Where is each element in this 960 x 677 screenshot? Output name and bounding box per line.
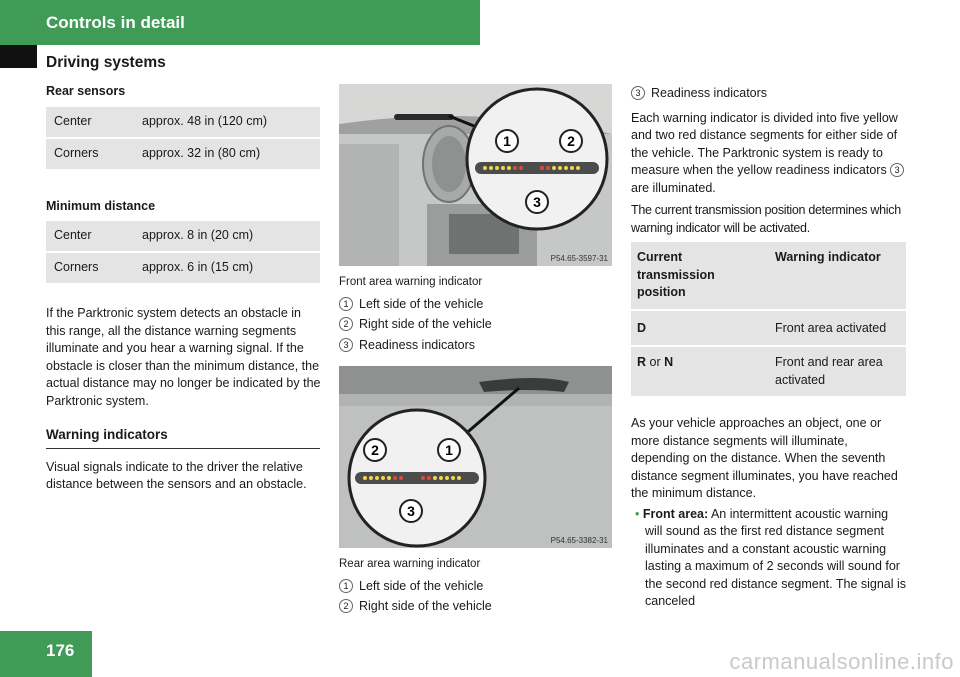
svg-text:3: 3 <box>533 194 541 210</box>
list-item-text: Readiness indicators <box>359 337 476 352</box>
front-caption-block <box>339 274 615 354</box>
rear-indicator-photo <box>339 366 612 548</box>
callout-number: 3 <box>631 86 645 100</box>
table-cell: D <box>631 311 769 346</box>
segments-paragraph <box>631 110 908 198</box>
section-header-bar <box>0 0 480 45</box>
paragraph-text: are illuminated. <box>631 180 716 195</box>
subsection-title: Driving systems <box>46 54 166 71</box>
table-cell: Center <box>46 107 134 137</box>
conjunction: or <box>646 355 665 369</box>
list-item <box>339 578 615 596</box>
photo-code: P54.65-3382-31 <box>550 536 608 545</box>
callout-number: 2 <box>339 599 353 613</box>
table-row <box>46 253 320 283</box>
bullet-text: An intermittent acoustic warning will sound as the first red distance segment illuminates and a constant acoustic warning lasting a maximum of 2 seconds will sound for the second red distance segment. The signal is canceled <box>645 506 907 608</box>
svg-text:2: 2 <box>371 442 379 458</box>
rear-caption-block <box>339 556 615 616</box>
svg-text:1: 1 <box>503 133 511 149</box>
paragraph-text: Each warning indicator is divided into five yellow and two red distance segments for either side of the vehicle. The Parktronic system is ready to measure when the yellow readiness indicators <box>631 110 898 177</box>
left-column <box>46 83 322 494</box>
table-cell: Center <box>46 221 134 251</box>
table-cell: Corners <box>46 253 134 283</box>
svg-text:1: 1 <box>445 442 453 458</box>
list-item-text: Left side of the vehicle <box>359 578 484 593</box>
front-indicator-illustration <box>339 84 612 266</box>
list-item-text: Right side of the vehicle <box>359 599 492 613</box>
table-cell: approx. 32 in (80 cm) <box>134 139 320 169</box>
photo-code: P54.65-3597-31 <box>550 254 608 263</box>
table-cell: Corners <box>46 139 134 169</box>
rear-indicator-illustration <box>339 366 612 548</box>
right-column <box>631 85 908 611</box>
transmission-paragraph: The current transmission position determines which warning indicator will be activated. <box>631 203 901 235</box>
table-header-cell: Current transmission position <box>631 242 769 309</box>
callout-number: 3 <box>339 338 353 352</box>
section-marker <box>0 45 37 68</box>
list-item <box>339 337 615 355</box>
warning-indicators-heading: Warning indicators <box>46 426 320 449</box>
table-row <box>46 139 320 169</box>
svg-text:2: 2 <box>567 133 575 149</box>
list-item <box>631 85 908 103</box>
detection-paragraph: If the Parktronic system detects an obstacle in this range, all the distance warning segments illuminate and you hear a warning signal. If the obstacle is closer than the minimum distance, the actual distance may no longer be indicated by the Parktronic system. <box>46 306 321 408</box>
callout-number: 1 <box>339 579 353 593</box>
list-item-text: Readiness indicators <box>651 86 768 100</box>
callout-number: 2 <box>339 317 353 331</box>
transmission-table <box>631 240 906 398</box>
list-item-text: Left side of the vehicle <box>359 296 484 311</box>
rear-sensors-heading: Rear sensors <box>46 84 126 98</box>
rear-sensors-table <box>46 105 320 171</box>
list-item <box>631 506 908 611</box>
gear-letter: R <box>637 355 647 369</box>
table-row <box>631 347 906 396</box>
table-cell: Front and rear area activated <box>769 347 906 396</box>
table-cell <box>631 347 769 396</box>
watermark: carmanualsonline.info <box>729 649 954 674</box>
bullet-icon: • <box>635 506 640 521</box>
callout-number: 3 <box>890 163 904 177</box>
page-number: 176 <box>46 641 75 660</box>
table-cell: approx. 48 in (120 cm) <box>134 107 320 137</box>
table-cell: approx. 6 in (15 cm) <box>134 253 320 283</box>
front-indicator-photo <box>339 84 612 266</box>
gear-letter: N <box>664 355 674 369</box>
table-cell: Front area activated <box>769 311 906 346</box>
table-header-row <box>631 242 906 309</box>
approach-paragraph: As your vehicle approaches an object, one or more distance segments will illuminate, depending on the distance. When the seventh distance segment illuminates, you have reached the minimum distance. <box>631 416 898 500</box>
list-item <box>339 316 615 334</box>
warning-paragraph: Visual signals indicate to the driver the relative distance between the sensors and an obstacle. <box>46 459 307 491</box>
front-caption: Front area warning indicator <box>339 276 483 288</box>
list-item-text: Right side of the vehicle <box>359 317 492 331</box>
bullet-lead: Front area: <box>642 506 709 521</box>
min-distance-table <box>46 219 320 285</box>
rear-caption: Rear area warning indicator <box>339 558 481 570</box>
section-title: Controls in detail <box>46 13 185 32</box>
list-item <box>339 296 615 314</box>
min-distance-heading: Minimum distance <box>46 198 156 213</box>
table-cell: approx. 8 in (20 cm) <box>134 221 320 251</box>
svg-text:3: 3 <box>407 503 415 519</box>
list-item <box>339 598 615 616</box>
page-number-box <box>0 631 92 677</box>
callout-number: 1 <box>339 297 353 311</box>
table-header-cell: Warning indicator <box>769 242 906 309</box>
table-row <box>631 311 906 346</box>
table-row <box>46 107 320 137</box>
table-row <box>46 221 320 251</box>
